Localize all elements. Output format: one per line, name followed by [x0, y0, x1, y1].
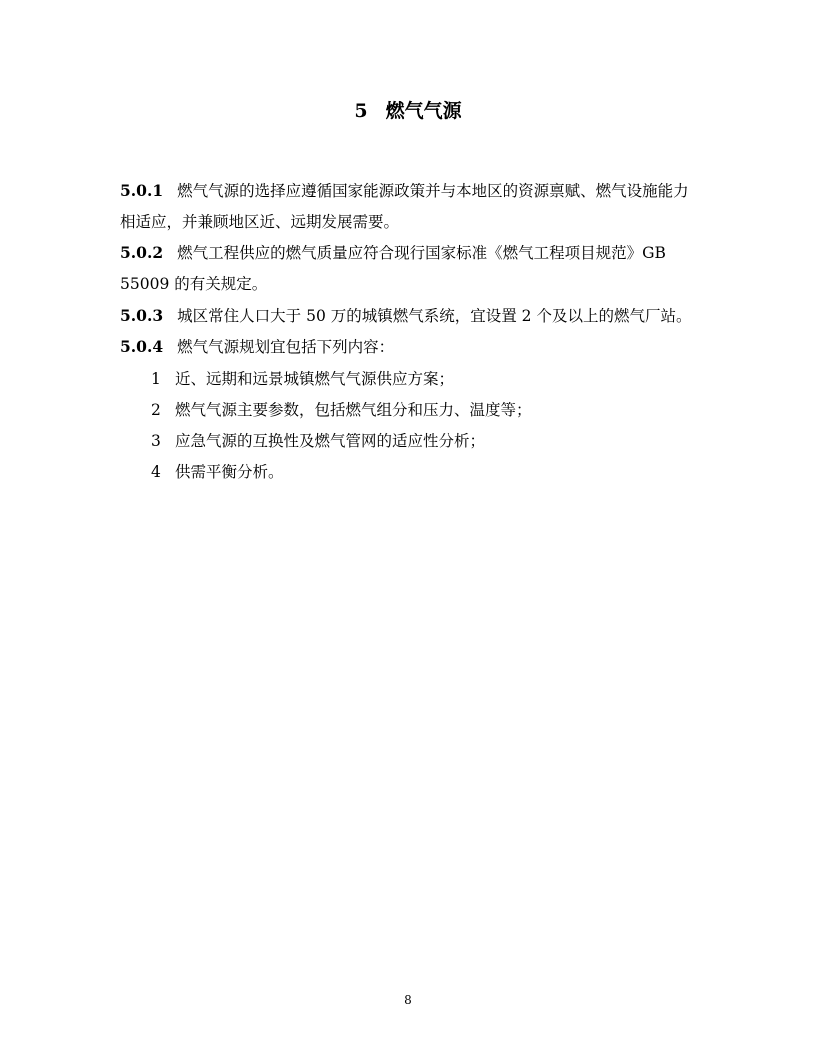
clause-text: 城区常住人口大于 50 万的城镇燃气系统，宜设置 2 个及以上的燃气厂站。	[177, 307, 692, 325]
list-item	[151, 399, 532, 421]
clause-5-0-4	[120, 336, 394, 358]
clause-5-0-2-line-2	[120, 273, 267, 295]
list-item-text: 应急气源的互换性及燃气管网的适应性分析；	[175, 432, 486, 450]
clause-5-0-1-line-1	[120, 180, 689, 202]
clause-text: 燃气气源的选择应遵循国家能源政策并与本地区的资源禀赋、燃气设施能力	[177, 182, 689, 200]
list-item	[151, 430, 485, 452]
list-item	[151, 368, 454, 390]
list-item-text: 近、远期和远景城镇燃气气源供应方案；	[175, 370, 455, 388]
list-item	[151, 461, 284, 483]
list-item-number: 3	[151, 432, 161, 450]
clause-number: 5.0.3	[120, 306, 164, 325]
clause-text: 相适应，并兼顾地区近、远期发展需要。	[120, 213, 400, 231]
clause-5-0-3	[120, 305, 691, 327]
clause-5-0-1-line-2	[120, 211, 399, 233]
clause-5-0-2-line-1	[120, 242, 666, 264]
clause-text: 燃气气源规划宜包括下列内容：	[177, 338, 395, 356]
list-item-number: 1	[151, 370, 161, 388]
clause-text: 55009 的有关规定。	[120, 275, 268, 293]
clause-number: 5.0.4	[120, 337, 164, 356]
clause-text: 燃气工程供应的燃气质量应符合现行国家标准《燃气工程项目规范》GB	[177, 244, 666, 262]
chapter-number: 5	[354, 100, 368, 122]
clause-number: 5.0.2	[120, 243, 164, 262]
page-number: 8	[404, 993, 412, 1007]
list-item-text: 供需平衡分析。	[175, 463, 284, 481]
list-item-number: 4	[151, 463, 161, 481]
list-item-number: 2	[151, 401, 161, 419]
chapter-title-text: 燃气气源	[385, 100, 462, 122]
chapter-title	[0, 98, 816, 124]
list-item-text: 燃气气源主要参数，包括燃气组分和压力、温度等；	[175, 401, 532, 419]
clause-number: 5.0.1	[120, 181, 164, 200]
